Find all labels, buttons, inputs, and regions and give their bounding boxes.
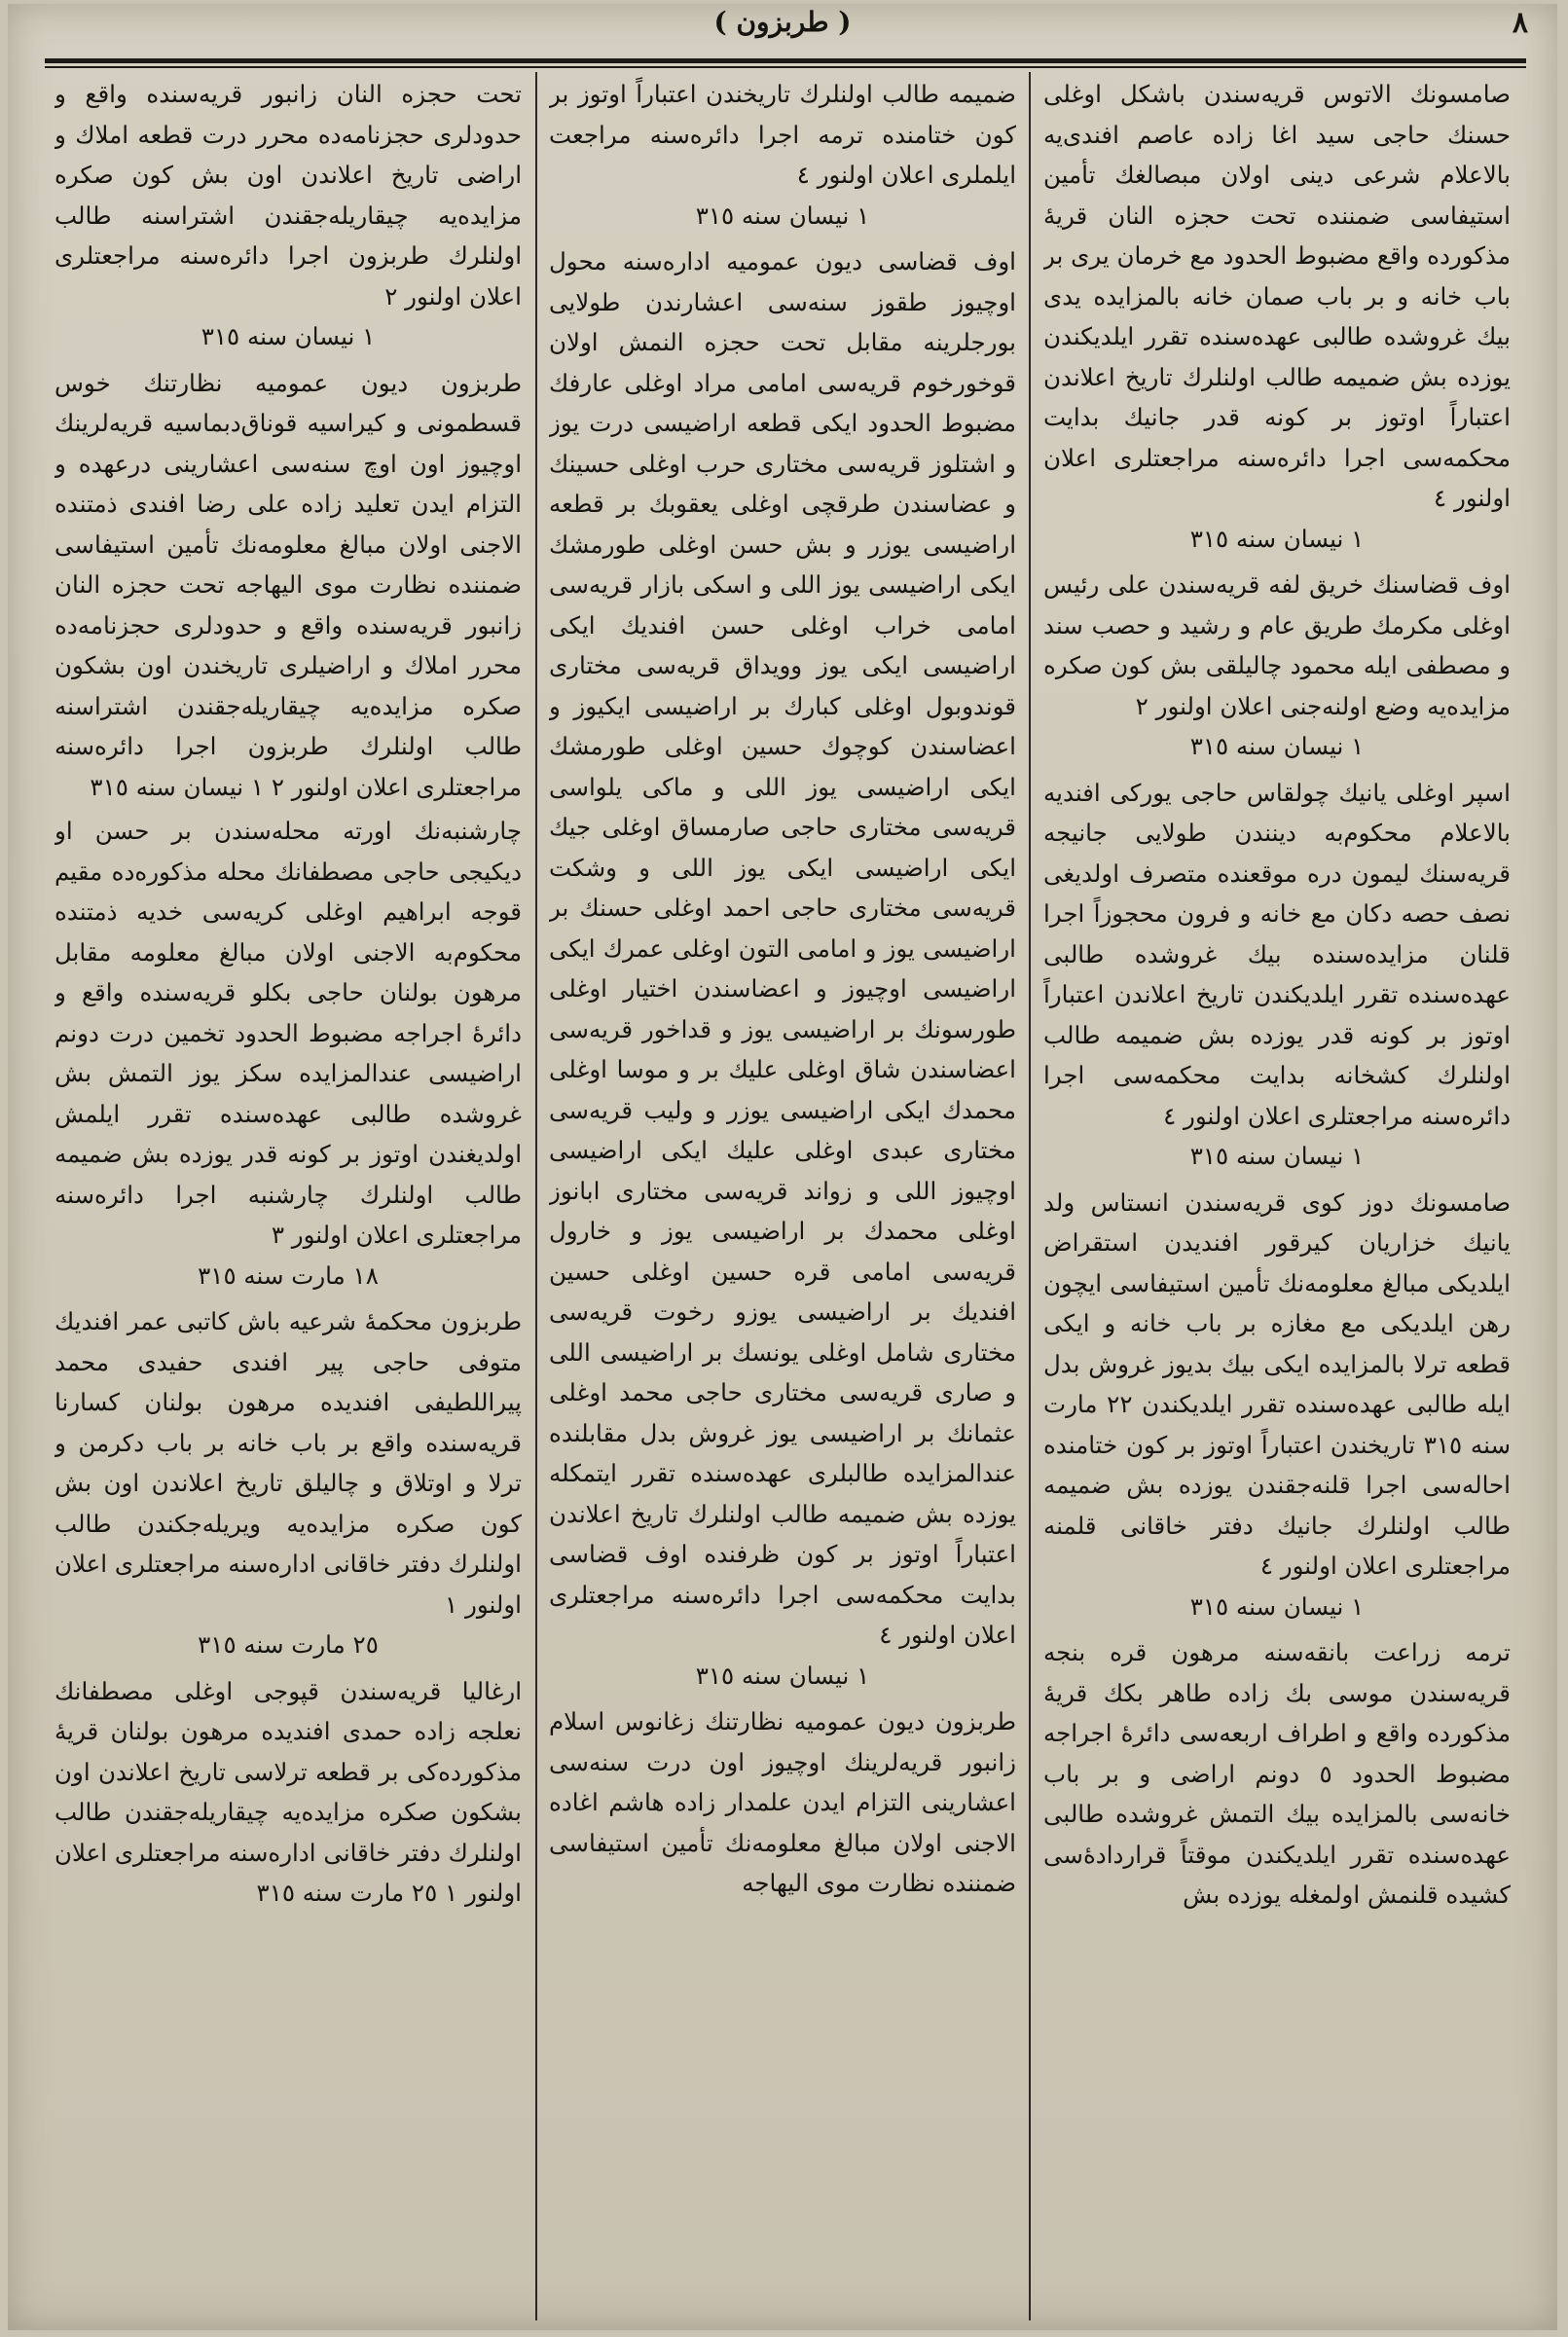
column-left xyxy=(55,74,522,2322)
notice-text: ترمه زراعت بانقه‌سنه مرهون قره بنجه قريه‌سندن موسى بك زاده طاهر بكك قريهٔ مذكورده واقع و اطراف اربعه‌سى دائرهٔ اجراجه مضبوط الحدود ٥ دونم اراضى و بر باب خانه‌سى بالمزايده بيك التمش غروشده طالبى عهده‌سنده تقرر ايلديكندن موقتاً قراردادهٔ‌سى كشيده قلنمش اولمغله يوزده بش xyxy=(1043,1638,1511,1909)
notice-text: طربزون ديون عموميه نظارتنك خوس قسطمونى و كيراسيه قوناق‌دبماسيه قريه‌لرينك اوچيوز اون اوچ سنه‌سى اعشارينى درعهده و التزام ايدن تعليد زاده على رضا افندى ذمتنده الاجنى اولان مبالغ معلومه‌نك تأمين استيفاسى ضمننده نظارت موى اليهاجه تحت حجزه النان زانبور قريه‌سنده واقع و حدودلرى حجزنامه‌ده محرر املاك و اراضيلرى تاريخندن اون بشكون صكره مزايده‌يه چيقاريله‌جقندن اشتراسنه طالب اولنلرك طربزون اجرا دائره‌سنه مراجعتلرى اعلان اولنور ٢ ١ نيسان سنه ٣١٥ xyxy=(55,368,522,801)
notice xyxy=(1043,74,1511,559)
page-header xyxy=(8,4,1557,60)
column-divider xyxy=(535,72,537,2320)
notice-date: ١ نيسان سنه ٣١٥ xyxy=(1189,1142,1365,1170)
notice-date: ١ نيسان سنه ٣١٥ xyxy=(695,1661,870,1690)
notice-date: ١٨ مارت سنه ٣١٥ xyxy=(198,1260,379,1290)
notice xyxy=(55,1301,522,1665)
notice-date: ٢٥ مارت سنه ٣١٥ xyxy=(198,1630,379,1659)
notice-date: ١ نيسان سنه ٣١٥ xyxy=(1189,1591,1365,1621)
notice xyxy=(549,1701,1016,1904)
notice xyxy=(55,1671,522,1914)
page-number: ٨ xyxy=(1512,6,1528,40)
notice-text: ضميمه طالب اولنلرك تاريخندن اعتباراً اوتوز بر كون ختامنده ترمه اجرا دائره‌سنه مراجعت ايلملرى اعلان اولنور ٤ xyxy=(549,80,1016,189)
notice-text: ارغاليا قريه‌سندن قپوجى اوغلى مصطفانك نعلجه زاده حمدى افنديده مرهون بولنان قريهٔ مذكورده‌كى بر قطعه ترلاسى تاريخ اعلاندن اون بشكون صكره مزايده‌يه چيقاريله‌جقندن طالب اولنلرك دفتر خاقانى اداره‌سنه مراجعتلرى اعلان اولنور ١ ٢٥ مارت سنه ٣١٥ xyxy=(55,1676,522,1907)
notice-date: ١ نيسان سنه ٣١٥ xyxy=(201,322,376,350)
column-divider xyxy=(1029,72,1031,2320)
notice-text: اسپر اوغلى يانيك چولقاس حاجى يوركى افنديه بالاعلام محكوم‌به دينندن طولايى جانيجه قريه‌سنك ليمون دره موقعنده متصرف اولديغى نصف حصه دكان مع خانه و فرون محجوزاً اجرا قلنان مزايده‌سنده بيك غروشده طالبى عهده‌سنده تقرر ايلديكندن تاريخ اعلاندن اعتباراً اوتوز بر كونه قدر يوزده بش ضميمه طالب اولنلرك كشخانه بدايت محكمه‌سى اجرا دائره‌سنه مراجعتلرى اعلان اولنور ٤ xyxy=(1043,778,1511,1130)
notice xyxy=(55,74,522,357)
notice-text: طربزون ديون عموميه نظارتنك زغانوس اسلام زانبور قريه‌لرينك اوچيوز اون درت سنه‌سى اعشارينى التزام ايدن علمدار زاده هاشم اغاده الاجنى اولان مبالغ معلومه‌نك تأمين استيفاسى ضمننده نظارت موى اليهاجه xyxy=(549,1707,1016,1897)
notice-text: طربزون محكمهٔ شرعيه باش كاتبى عمر افنديك متوفى حاجى پير افندى حفيدى محمد پيراللطيفى افنديده مرهون بولنان كسارنا قريه‌سنده واقع بر باب خانه بر باب دكرمن و ترلا و اوتلاق و چاليلق تاريخ اعلاندن اون بش كون صكره مزايده‌يه ويريله‌جكندن طالب اولنلرك دفتر خاقانى اداره‌سنه مراجعتلرى اعلان اولنور ١ xyxy=(55,1307,522,1619)
notice xyxy=(549,241,1016,1696)
notice xyxy=(1043,1183,1511,1627)
notice-text: صامسونك الاتوس قريه‌سندن باشكل اوغلى حسنك حاجى سيد اغا زاده عاصم افندى‌يه بالاعلام شرعى دينى اولان مبصالغك تأمين استيفاسى ضمننده تحت حجزه النان قريهٔ مذكورده واقع مضبوط الحدود مع خرمان يرى بر باب خانه و بر باب صمان خانه بالمزايده يدى بيك غروشده طالبى عهده‌سنده تقرر ايلديكندن يوزده بش ضميمه طالب اولنلرك تاريخ اعلاندن اعتباراً اوتوز بر كونه قدر جانيك بدايت محكمه‌سى اجرا دائره‌سنه مراجعتلرى اعلان اولنور ٤ xyxy=(1043,80,1511,512)
notice xyxy=(1043,565,1511,767)
notice xyxy=(55,363,522,808)
notice-text: چارشنبه‌نك اورته محله‌سندن بر حسن او ديكيجى حاجى مصطفانك محله مذكوره‌ده مقيم قوجه ابراهيم اوغلى كريه‌سى خديه ذمتنده محكوم‌به الاجنى اولان مبالغ معلومه مقابل مرهون بولنان حاجى بكلو قريه‌سنده واقع و دائرهٔ اجراجه مضبوط الحدود تخمين درت دونم اراضيسى عندالمزايده سكز يوز التمش بش غروشده طالبى عهده‌سنده تقرر ايلمش اولديغندن اوتوز بر كونه قدر يوزده بش ضميمه طالب اولنلرك چارشنبه اجرا دائره‌سنه مراجعتلرى اعلان اولنور ٣ xyxy=(55,817,522,1249)
notice-date: ١ نيسان سنه ٣١٥ xyxy=(1189,732,1365,760)
header-rule-thin xyxy=(45,66,1526,68)
column-middle xyxy=(549,74,1016,2322)
running-title: ( طربزون ) xyxy=(713,6,852,38)
notice xyxy=(549,74,1016,236)
notice-text: اوف قضاسنك خريق لفه قريه‌سندن على رئيس اوغلى مكرمك طريق عام و رشيد و حصب سند و مصطفى ايله محمود چاليلقى بش كون صكره مزايده‌يه وضع اولنه‌جنى اعلان اولنور ٢ xyxy=(1043,570,1511,720)
notice xyxy=(1043,1632,1511,1916)
notice-text: اوف قضاسى ديون عموميه اداره‌سنه محول اوچيوز طقوز سنه‌سى اعشارندن طولايى بورجلرينه مقابل تحت حجزه النمش اولان قوخورخوم قريه‌سى امامى مراد اوغلى عارفك مضبوط الحدود ايكى قطعه اراضيسى درت يوز و اشتلوز قريه‌سى مختارى حرب اوغلى حسينك و عضاسندن طرقچى اوغلى يعقوبك بر قطعه اراضيسى يوزر و بش حسن اوغلى طورمشك ايكى اراضيسى يوز اللى و اسكى بازار قريه‌سى امامى خراب اوغلى حسن افنديك ايكى اراضيسى ايكى يوز وويداق قريه‌سى مختارى قوندوبول اوغلى كبارك بر اراضيسى ايكيوز و اعضاسندن كوچوك حسين اوغلى طورمشك ايكى اراضيسى يوز اللى و ماكى يلواسى قريه‌سى مختارى حاجى صارمساق اوغلى جيك ايكى اراضيسى ايكى يوز اللى و وشكت قريه‌سى مختارى حاجى احمد اوغلى حسنك بر اراضيسى يوز و امامى التون اوغلى عمرك ايكى اراضيسى اوچيوز و اعضاسندن اختيار اوغلى طورسونك بر اراضيسى يوز و قداخور قريه‌سى اعضاسندن شاق اوغلى عليك بر و موسا اوغلى محمدك ايكى اراضيسى يوزر و وليب قريه‌سى مختارى عبدى اوغلى عليك ايكى اراضيسى اوچيوز اللى و زواند قريه‌سى مختارى ابانوز اوغلى محمدك بر اراضيسى يوز و خارول قريه‌سى امامى قره حسين اوغلى حسين افنديك بر اراضيسى يوزو رخوت قريه‌سى مختارى شامل اوغلى يونسك بر اراضيسى اللى و صارى قريه‌سى مختارى حاجى محمد اوغلى عثمانك بر اراضيسى يوز غروش بدل مقابلنده عندالمزايده طالبلرى عهده‌سنده تقرر ايتمكله يوزده بش ضميمه طالب اولنلرك تاريخ اعلاندن اعتباراً اوتوز بر كون ظرفنده اوف قضاسى بدايت محكمه‌سى اجرا دائره‌سنه مراجعتلرى اعلان اولنور ٤ xyxy=(549,247,1016,1649)
notice-date: ١ نيسان سنه ٣١٥ xyxy=(695,201,870,230)
column-right xyxy=(1043,74,1511,2322)
notice xyxy=(1043,773,1511,1177)
notice-text: صامسونك دوز كوى قريه‌سندن انستاس ولد يانيك خزاريان كيرقور افنديدن استقراض ايلديكى مبالغ معلومه‌نك تأمين استيفاسى ايچون رهن ايلديكى مع مغازه بر باب خانه و ايكى قطعه ترلا بالمزايده ايكى بيك بديوز غروش بدل ايله طالبى عهده‌سنده تقرر ايلديكندن ٢٢ مارت سنه ٣١٥ تاريخندن اعتباراً اوتوز بر كون ختامنده احاله‌سى اجرا قلنه‌جقندن يوزده بش ضميمه طالب اولنلرك جانيك دفتر خاقانى قلمنه مراجعتلرى اعلان اولنور ٤ xyxy=(1043,1187,1511,1580)
header-rule xyxy=(45,58,1526,63)
newspaper-page xyxy=(8,4,1557,2330)
notice-text: تحت حجزه النان زانبور قريه‌سنده واقع و حدودلرى حجزنامه‌ده محرر درت قطعه املاك و اراضى تاريخ اعلاندن اون بش كون صكره مزايده‌يه چيقاريله‌جقندن اشتراسنه طالب اولنلرك طربزون اجرا دائره‌سنه مراجعتلرى اعلان اولنور ٢ xyxy=(55,80,522,310)
notice xyxy=(55,811,522,1296)
notice-date: ١ نيسان سنه ٣١٥ xyxy=(1189,524,1365,553)
